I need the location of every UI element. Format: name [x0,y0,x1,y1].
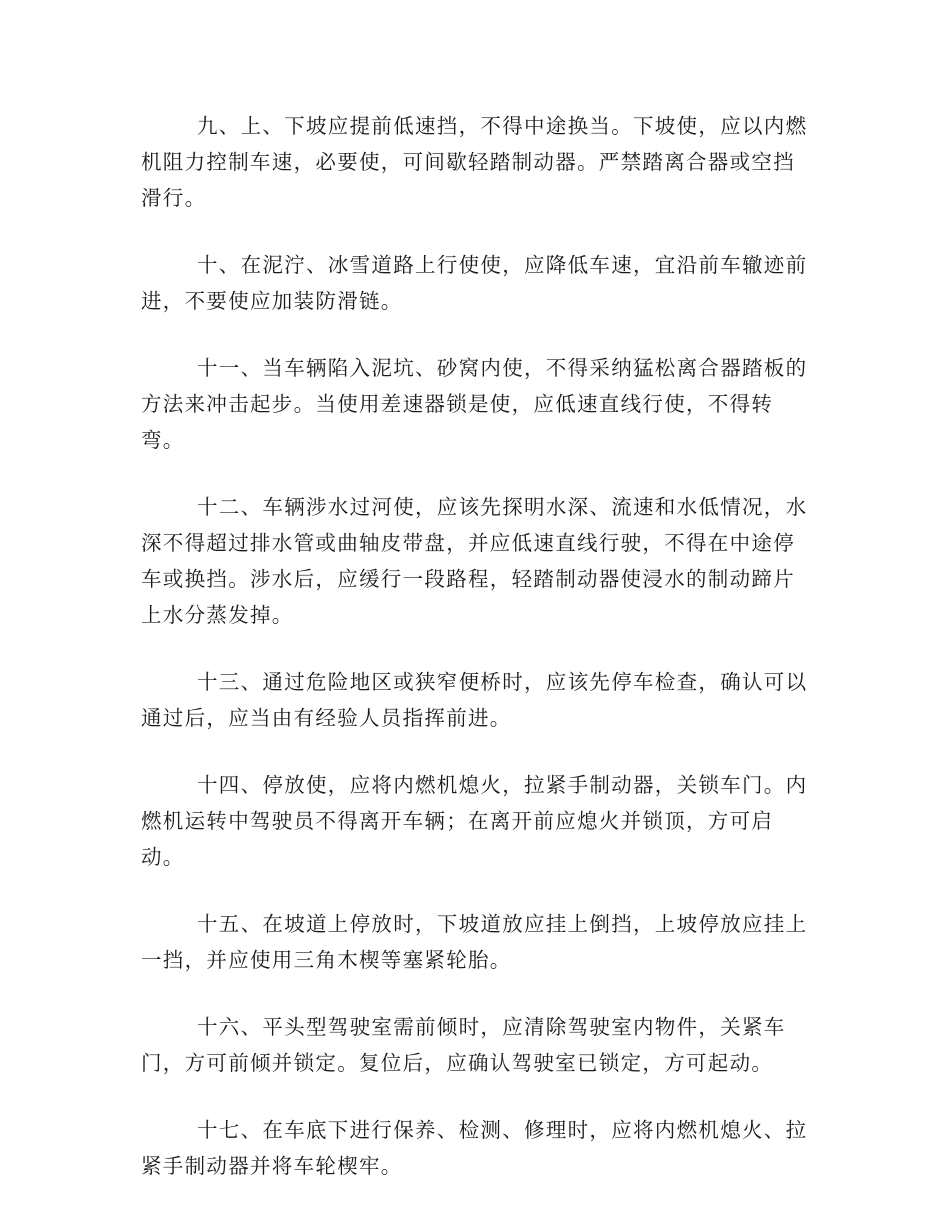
document-body [141,108,809,1215]
paragraph-line: 上水分蒸发掉。 [141,603,294,627]
paragraph-line: 通过后，应当由有经验人员指挥前进。 [141,706,512,730]
paragraph-line: 十、在泥泞、冰雪道路上行使使，应降低车速，宜沿前车辙迹前 [197,253,808,277]
paragraph-line: 紧手制动器并将车轮楔牢。 [141,1154,403,1178]
paragraph-line: 九、上、下坡应提前低速挡，不得中途换当。下坡使，应以内燃 [197,114,808,138]
paragraph-line: 十五、在坡道上停放时，下坡道放应挂上倒挡，上坡停放应挂上 [197,912,808,936]
paragraph-line: 一挡，并应使用三角木楔等塞紧轮胎。 [141,948,512,972]
paragraph-line: 十一、当车辆陷入泥坑、砂窝内使，不得采纳猛松离合器踏板的 [197,356,808,380]
paragraph-11 [141,350,809,458]
paragraph-line: 十二、车辆涉水过河使，应该先探明水深、流速和水低情况，水 [197,495,808,519]
paragraph-line: 机阻力控制车速，必要使，可间歇轻踏制动器。严禁踏离合器或空挡 [141,150,795,174]
paragraph-line: 燃机运转中驾驶员不得离开车辆；在离开前应熄火并锁顶，方可启 [141,809,774,833]
paragraph-17 [141,1112,809,1184]
paragraph-14 [141,767,809,875]
paragraph-10 [141,247,809,319]
paragraph-16 [141,1009,809,1081]
paragraph-line: 门，方可前倾并锁定。复位后，应确认驾驶室已锁定，方可起动。 [141,1051,774,1075]
paragraph-line: 深不得超过排水管或曲轴皮带盘，并应低速直线行驶，不得在中途停 [141,531,795,555]
paragraph-12 [141,489,809,633]
paragraph-line: 动。 [141,845,185,869]
paragraph-9 [141,108,809,216]
paragraph-line: 十四、停放使，应将内燃机熄火，拉紧手制动器，关锁车门。内 [197,773,808,797]
paragraph-line: 十七、在车底下进行保养、检测、修理时，应将内燃机熄火、拉 [197,1118,808,1142]
paragraph-line: 十三、通过危险地区或狭窄便桥时，应该先停车检查，确认可以 [197,670,808,694]
paragraph-15 [141,906,809,978]
paragraph-13 [141,664,809,736]
paragraph-line: 弯。 [141,428,185,452]
paragraph-line: 方法来冲击起步。当使用差速器锁是使，应低速直线行使，不得转 [141,392,774,416]
paragraph-line: 十六、平头型驾驶室需前倾时，应清除驾驶室内物件，关紧车 [197,1015,786,1039]
paragraph-line: 车或换挡。涉水后，应缓行一段路程，轻踏制动器使浸水的制动蹄片 [141,567,795,591]
paragraph-line: 滑行。 [141,186,207,210]
paragraph-line: 进，不要使应加装防滑链。 [141,289,403,313]
